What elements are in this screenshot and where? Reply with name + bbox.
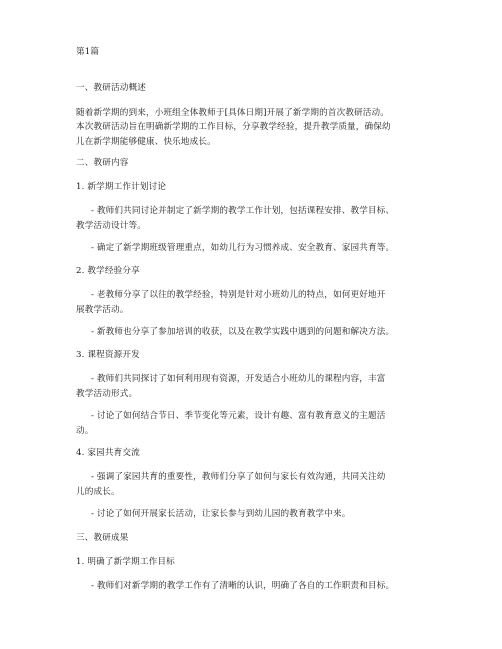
bullet-continuation: 展教学活动。	[76, 305, 129, 315]
bullet-line: - 老教师分享了以往的教学经验，特别是针对小班幼儿的特点，如何更好地开	[91, 290, 386, 300]
bullet-continuation: 动。	[76, 426, 94, 436]
section-heading-content: 二、教研内容	[76, 158, 129, 168]
subheading: 4. 家园共育交流	[76, 448, 140, 458]
paragraph-line: 随着新学期的到来，小班组全体教师于[具体日期]开展了新学期的首次教研活动。	[76, 108, 390, 118]
section-heading-results: 三、教研成果	[76, 533, 129, 543]
paragraph-line: 本次教研活动旨在明确新学期的工作目标，分享教学经验，提升教学质量，确保幼	[76, 122, 391, 132]
subheading: 1. 明确了新学期工作目标	[76, 557, 175, 567]
subheading: 1. 新学期工作计划讨论	[76, 182, 167, 192]
bullet-line: - 讨论了如何结合节日、季节变化等元素，设计有趣、富有教育意义的主题活	[91, 411, 386, 421]
bullet-line: - 新教师也分享了参加培训的收获，以及在教学实践中遇到的问题和解决方法。	[91, 327, 395, 337]
bullet-line: - 教师们共同讨论并制定了新学期的教学工作计划，包括课程安排、教学目标、	[91, 206, 395, 216]
bullet-line: - 确定了新学期班级管理重点，如幼儿行为习惯养成、安全教育、家园共育等。	[91, 243, 395, 253]
section-heading-overview: 一、教研活动概述	[76, 83, 146, 93]
bullet-line: - 强调了家园共育的重要性，教师们分享了如何与家长有效沟通，共同关注幼	[91, 472, 386, 482]
subheading: 3. 课程资源开发	[76, 350, 140, 360]
bullet-line: - 教师们共同探讨了如何利用现有资源，开发适合小班幼儿的课程内容，丰富	[91, 374, 386, 384]
bullet-continuation: 教学活动设计等。	[76, 221, 146, 231]
paragraph-line: 儿在新学期能够健康、快乐地成长。	[76, 137, 216, 147]
subheading: 2. 教学经验分享	[76, 266, 140, 276]
bullet-continuation: 教学活动形式。	[76, 389, 138, 399]
bullet-line: - 讨论了如何开展家长活动，让家长参与到幼儿园的教育教学中来。	[91, 509, 351, 519]
bullet-line: - 教师们对新学期的教学工作有了清晰的认识，明确了各自的工作职责和目标。	[91, 581, 395, 591]
part-label: 第1篇	[76, 47, 100, 57]
bullet-continuation: 儿的成长。	[76, 487, 120, 497]
